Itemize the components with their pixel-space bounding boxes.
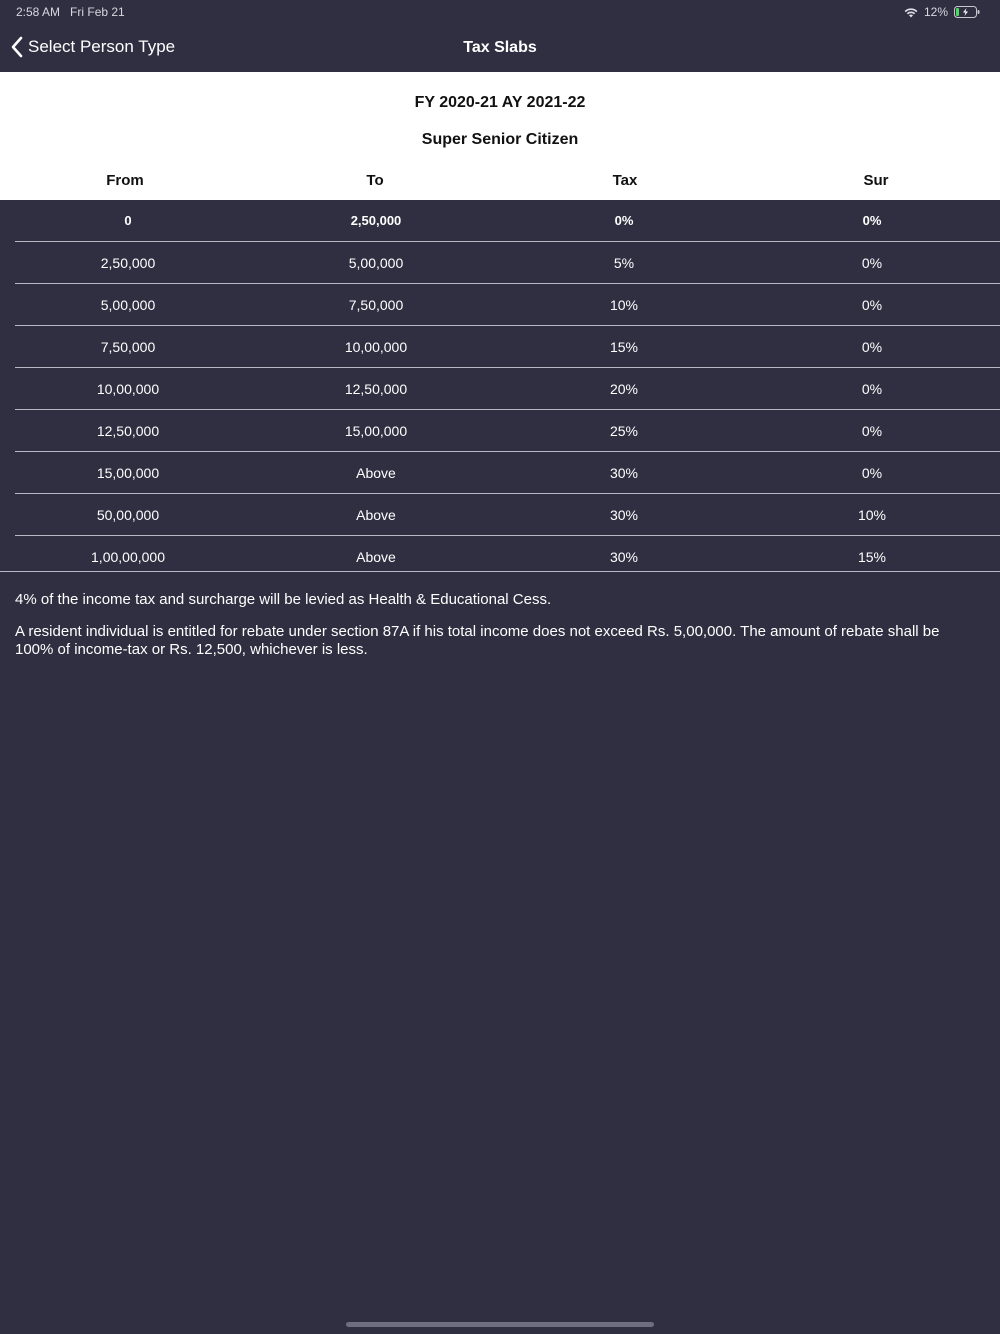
cell-to: 5,00,000 — [348, 255, 404, 271]
cell-sur: 10% — [857, 507, 887, 523]
cell-to: Above — [356, 549, 396, 565]
cell-from: 0 — [124, 213, 132, 228]
cell-tax: 20% — [609, 381, 639, 397]
status-indicators — [904, 5, 980, 19]
status-bar — [0, 0, 1000, 24]
cell-from: 5,00,000 — [100, 297, 156, 313]
home-indicator[interactable] — [346, 1322, 654, 1327]
table-row — [15, 494, 1000, 536]
rebate-note: A resident individual is entitled for rebate under section 87A if his total income does not exceed Rs. 5,00,000. The amount of rebate shall be 100% of income-tax or Rs. 12,500, whichever is less. — [15, 623, 940, 658]
cell-to: Above — [356, 465, 396, 481]
cell-tax: 10% — [609, 297, 639, 313]
navigation-bar — [0, 24, 1000, 72]
cell-to: Above — [356, 507, 396, 523]
cell-sur: 0% — [861, 297, 883, 313]
column-header-sur: Sur — [863, 172, 889, 189]
table-row — [15, 242, 1000, 284]
cell-to: 15,00,000 — [344, 423, 408, 439]
status-date: Fri Feb 21 — [70, 5, 125, 19]
person-type-title: Super Senior Citizen — [421, 131, 579, 148]
cell-tax: 15% — [609, 339, 639, 355]
cell-from: 12,50,000 — [96, 423, 160, 439]
cell-sur: 0% — [861, 423, 883, 439]
table-bottom-divider — [0, 571, 1000, 572]
battery-percent: 12% — [923, 5, 948, 19]
status-time — [16, 5, 125, 19]
cell-sur: 0% — [861, 465, 883, 481]
cell-from: 15,00,000 — [96, 465, 160, 481]
cess-note: 4% of the income tax and surcharge will be levied as Health & Educational Cess. — [15, 591, 552, 608]
status-clock: 2:58 AM — [16, 5, 61, 19]
cell-to: 2,50,000 — [350, 213, 402, 228]
cell-tax: 30% — [609, 465, 639, 481]
wifi-icon — [904, 7, 918, 18]
table-row — [15, 368, 1000, 410]
table-header-panel — [0, 72, 1000, 200]
cell-from: 10,00,000 — [96, 381, 160, 397]
table-row — [15, 452, 1000, 494]
cell-sur: 0% — [861, 339, 883, 355]
table-row — [15, 284, 1000, 326]
page-title: Tax Slabs — [463, 39, 537, 56]
column-header-tax: Tax — [612, 172, 638, 189]
back-button-label: Select Person Type — [28, 37, 176, 56]
table-row — [15, 200, 1000, 242]
table-row — [15, 410, 1000, 452]
cell-tax: 30% — [609, 507, 639, 523]
notes-section — [15, 591, 970, 673]
battery-charging-icon — [954, 6, 980, 18]
cell-from: 50,00,000 — [96, 507, 160, 523]
cell-sur: 15% — [857, 549, 887, 565]
cell-to: 10,00,000 — [344, 339, 408, 355]
cell-from: 7,50,000 — [100, 339, 156, 355]
cell-from: 2,50,000 — [100, 255, 156, 271]
cell-tax: 0% — [614, 213, 634, 228]
cell-tax: 30% — [609, 549, 639, 565]
cell-to: 12,50,000 — [344, 381, 408, 397]
cell-to: 7,50,000 — [348, 297, 404, 313]
cell-tax: 5% — [613, 255, 635, 271]
cell-sur: 0% — [862, 213, 882, 228]
cell-sur: 0% — [861, 255, 883, 271]
cell-tax: 25% — [609, 423, 639, 439]
cell-from: 1,00,00,000 — [91, 549, 165, 565]
column-header-from: From — [106, 172, 144, 189]
cell-sur: 0% — [861, 381, 883, 397]
column-header-to: To — [366, 172, 384, 189]
fiscal-year-title: FY 2020-21 AY 2021-22 — [414, 94, 586, 111]
table-row — [15, 326, 1000, 368]
tax-slab-table — [15, 200, 1000, 577]
column-headers — [0, 172, 1000, 192]
